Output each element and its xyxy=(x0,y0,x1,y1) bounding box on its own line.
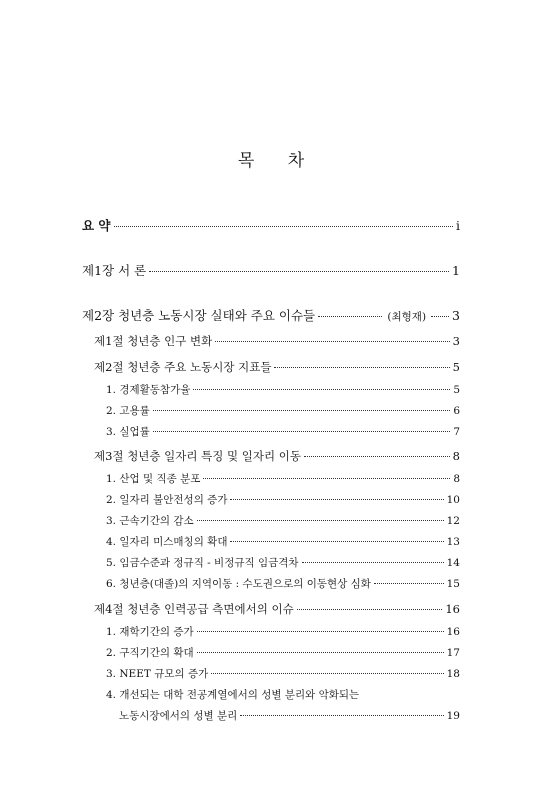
leader-dots xyxy=(197,630,444,632)
leader-dots xyxy=(302,561,444,563)
toc-entry-item-continuation[interactable] xyxy=(119,708,460,723)
toc-page-number: 5 xyxy=(452,360,460,374)
leader-dots xyxy=(274,366,449,368)
toc-entry-label: 6. 청년층(대졸)의 지역이동 : 수도권으로의 이동현상 심화 xyxy=(106,578,371,590)
toc-page-number: 6 xyxy=(453,405,460,417)
toc-entry-label: 제1절 청년층 인구 변화 xyxy=(94,334,213,348)
toc-page-number: 17 xyxy=(446,647,460,659)
toc-page-number: 7 xyxy=(453,426,460,438)
toc-entry-label: 제1장 서 론 xyxy=(82,263,147,278)
toc-page-number: 15 xyxy=(446,578,460,590)
toc-entry-label: 제2절 청년층 주요 노동시장 지표들 xyxy=(94,360,272,374)
toc-page-number: 5 xyxy=(453,384,460,396)
toc-page-number: 8 xyxy=(453,473,460,485)
leader-dots xyxy=(153,430,451,432)
leader-dots xyxy=(215,340,449,342)
leader-dots xyxy=(431,315,449,317)
toc-entry-label: 제2장 청년층 노동시장 실태와 주요 이슈들 xyxy=(82,308,316,323)
leader-dots xyxy=(240,714,443,716)
leader-dots xyxy=(203,477,450,479)
toc-page-number: 12 xyxy=(446,515,460,527)
toc-entry-label: 2. 구직기간의 확대 xyxy=(106,647,194,659)
toc-entry-label: 1. 산업 및 직종 분포 xyxy=(106,473,201,485)
toc-entry-label: 1. 경제활동참가율 xyxy=(106,384,191,396)
toc-page-number: 8 xyxy=(452,449,460,463)
leader-dots xyxy=(374,582,444,584)
toc-entry-label: 제4절 청년층 인력공급 측면에서의 이슈 xyxy=(94,602,294,616)
toc-page-number: 3 xyxy=(452,334,460,348)
toc-entry-item-first-line[interactable]: 4. 개선되는 대학 전공계열에서의 성별 분리와 악화되는 xyxy=(106,689,360,701)
toc-entry-chapter-1[interactable] xyxy=(82,261,460,279)
leader-dots xyxy=(149,270,449,272)
toc-entry-label: 2. 고용률 xyxy=(106,405,150,417)
toc-page-number: 18 xyxy=(446,668,460,680)
leader-dots xyxy=(197,651,444,653)
toc-entry-item[interactable] xyxy=(106,424,460,439)
toc-entry-label: 3. NEET 규모의 증가 xyxy=(106,668,209,680)
leader-dots xyxy=(114,225,453,227)
toc-page-number: 16 xyxy=(446,626,460,638)
toc-entry-chapter-2[interactable] xyxy=(82,306,460,324)
toc-entry-item[interactable] xyxy=(106,403,460,418)
leader-dots xyxy=(197,519,444,521)
toc-entry-section-2[interactable] xyxy=(94,359,460,375)
toc-entry-item[interactable] xyxy=(106,555,460,570)
toc-entry-label: 노동시장에서의 성별 분리 xyxy=(119,710,238,722)
toc-page-number: 10 xyxy=(446,494,460,506)
leader-dots xyxy=(211,672,443,674)
toc-entry-section-1[interactable] xyxy=(94,333,460,349)
toc-entry-item[interactable] xyxy=(106,471,460,486)
toc-entry-section-3[interactable] xyxy=(94,448,460,464)
leader-dots xyxy=(193,388,450,390)
toc-page-number: 16 xyxy=(445,602,460,616)
toc-entry-summary[interactable] xyxy=(82,216,460,234)
toc-entry-item[interactable] xyxy=(106,382,460,397)
toc-page-number: 14 xyxy=(446,557,460,569)
toc-entry-label: 1. 재학기간의 증가 xyxy=(106,626,194,638)
toc-entry-label: 2. 일자리 불안전성의 증가 xyxy=(106,494,228,506)
toc-entry-item[interactable] xyxy=(106,513,460,528)
toc-page-number: 19 xyxy=(446,710,460,722)
leader-dots xyxy=(304,455,450,457)
toc-entry-label: 3. 근속기간의 감소 xyxy=(106,515,194,527)
toc-entry-label: 제3절 청년층 일자리 특징 및 일자리 이동 xyxy=(94,449,301,463)
toc-entry-label: 5. 임금수준과 정규직 - 비정규직 임금격차 xyxy=(106,557,299,569)
leader-dots xyxy=(318,315,382,317)
toc-entry-label: 3. 실업률 xyxy=(106,426,150,438)
toc-page-number: 1 xyxy=(452,263,460,278)
leader-dots xyxy=(230,540,443,542)
leader-dots xyxy=(153,409,451,411)
leader-dots xyxy=(297,608,443,610)
toc-entry-item[interactable] xyxy=(106,624,460,639)
toc-page-number: 3 xyxy=(452,308,460,323)
toc-entry-item[interactable] xyxy=(106,666,460,681)
toc-page-number: i xyxy=(456,218,460,233)
toc-entry-label: 요 약 xyxy=(82,218,111,233)
toc-entry-item[interactable] xyxy=(106,534,460,549)
toc-entry-label: 4. 일자리 미스매칭의 확대 xyxy=(106,536,228,548)
toc-entry-section-4[interactable] xyxy=(94,601,460,617)
page-title: 목 차 xyxy=(237,151,319,171)
toc-entry-item[interactable] xyxy=(106,492,460,507)
toc-entry-item[interactable] xyxy=(106,576,460,591)
toc-page-number: 13 xyxy=(446,536,460,548)
leader-dots xyxy=(230,498,443,500)
toc-author: (최형재) xyxy=(387,311,427,323)
toc-entry-item[interactable] xyxy=(106,645,460,660)
